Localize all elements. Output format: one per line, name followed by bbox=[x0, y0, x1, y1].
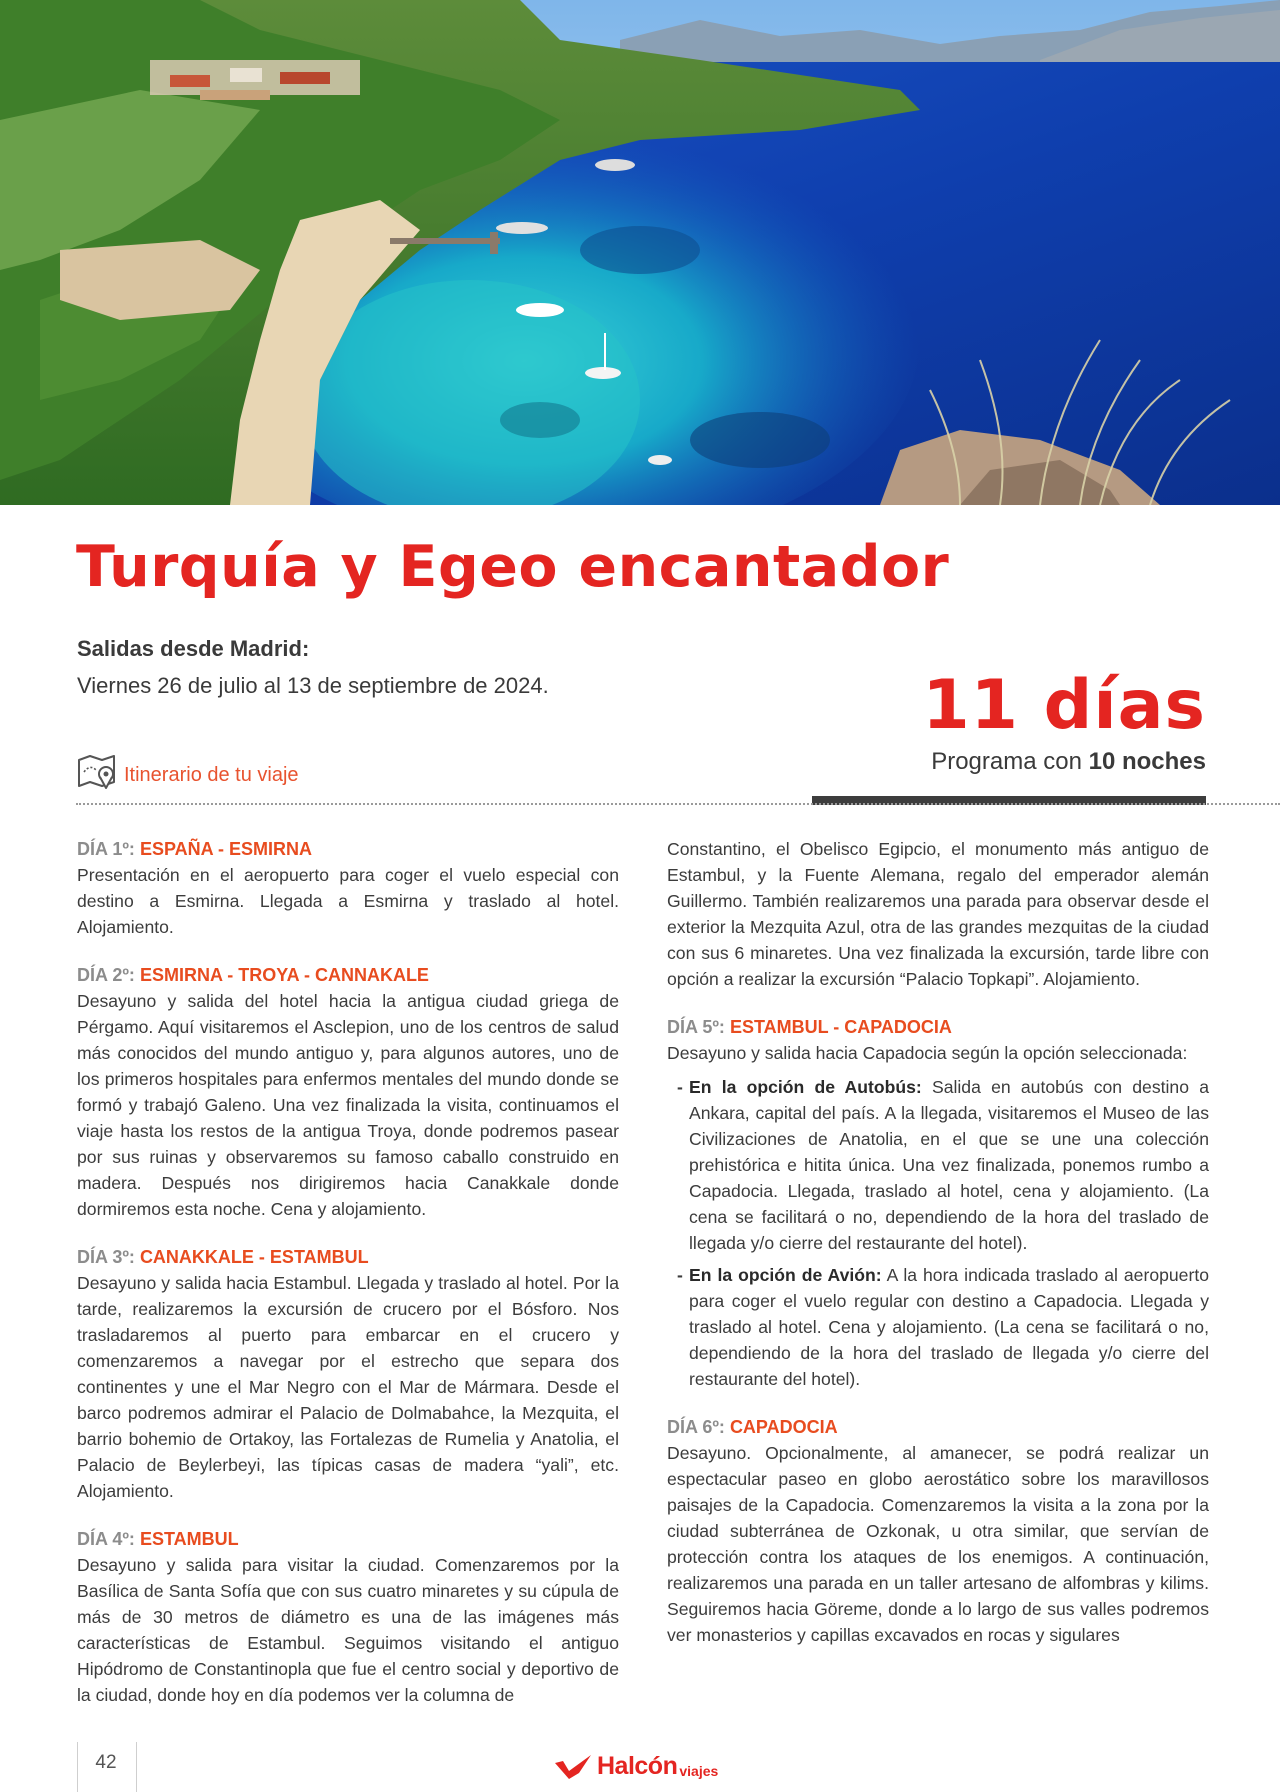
day-heading bbox=[77, 1526, 619, 1552]
day-places: ESPAÑA - ESMIRNA bbox=[139, 839, 312, 859]
day-description-continued: Constantino, el Obelisco Egipcio, el monumento más antiguo de Estambul, y la Fuente Alemana, regalo del emperador alemán Guillermo. También realizaremos una parada para observar desde el exterior la Mezquita Azul, otra de las grandes mezquitas de la ciudad con sus 6 minaretes. Una vez finalizada la excursión, tarde libre con opción a realizar la excursión “Palacio Topkapi”. Alojamiento. bbox=[667, 839, 1209, 989]
departure-label: Salidas desde Madrid: bbox=[77, 636, 310, 661]
coastal-landscape-illustration bbox=[0, 0, 1280, 505]
day-description: Desayuno. Opcionalmente, al amanecer, se podrá realizar un espectacular paseo en globo aerostático sobre los maravillosos paisajes de la Capadocia. Comenzaremos la visita a la zona por la ciudad subterránea de Ozkonak, u otra similar, que servían de protección contra los ataques de los enemigos. A continuación, realizaremos una parada en un taller artesano de alfombras y kilims. Seguiremos hacia Göreme, donde a lo largo de sus valles podremos ver monasterios y capillas excavados en rocas y sigulares bbox=[667, 1443, 1209, 1645]
day-description: Presentación en el aeropuerto para coger el vuelo especial con destino a Esmirna. Llegada a Esmirna y traslado al hotel. Alojamiento. bbox=[77, 865, 619, 937]
itinerary-heading bbox=[76, 750, 299, 792]
transport-options bbox=[667, 1074, 1209, 1392]
day-description: Desayuno y salida hacia Estambul. Llegada y traslado al hotel. Por la tarde, realizaremos la excursión de crucero por el Bósforo. Nos trasladaremos al puerto para embarcar en el crucero y comenzaremos a navegar por el estrecho que separa dos continentes y une el Mar Negro con el Mar de Mármara. Desde el barco podremos admirar el Palacio de Dolmabahce, la Mezquita, el barrio bohemio de Ortakoy, las Fortalezas de Rumelia y Anatolia, el Palacio de Beylerbeyi, las típicas casas de madera “yali”, etc. Alojamiento. bbox=[77, 1273, 619, 1501]
day-places: CANAKKALE - ESTAMBUL bbox=[139, 1247, 369, 1267]
day-places: ESTAMBUL bbox=[139, 1529, 239, 1549]
itinerary-label: Itinerario de tu viaje bbox=[124, 763, 299, 786]
hero-image bbox=[0, 0, 1280, 505]
program-prefix: Programa con bbox=[931, 748, 1082, 775]
day-block bbox=[667, 1014, 1209, 1392]
day-description: Desayuno y salida para visitar la ciudad. Comenzaremos por la Basílica de Santa Sofía que con sus cuatro minaretes y su cúpula de más de 30 metros de diámetro es una de las imágenes más características de Estambul. Seguimos visitando el antiguo Hipódromo de Constantinopla que fue el centro social y deportivo de la ciudad, donde hoy en día podemos ver la columna de bbox=[77, 1555, 619, 1705]
day-continuation-block bbox=[667, 836, 1209, 992]
itinerary-left-column bbox=[77, 836, 619, 1730]
day-heading bbox=[77, 836, 619, 862]
day-heading bbox=[77, 1244, 619, 1270]
day-heading bbox=[667, 1414, 1209, 1440]
day-number: DÍA 4º: bbox=[77, 1529, 135, 1549]
day-number: DÍA 1º: bbox=[77, 839, 135, 859]
brand-suffix: viajes bbox=[679, 1762, 719, 1779]
dotted-divider bbox=[76, 803, 1280, 805]
day-block bbox=[77, 1526, 619, 1708]
day-block bbox=[667, 1414, 1209, 1648]
halcon-logo-icon bbox=[553, 1753, 595, 1781]
day-number: DÍA 2º: bbox=[77, 965, 135, 985]
itinerary-right-column bbox=[667, 836, 1209, 1670]
day-description: Desayuno y salida hacia Capadocia según la opción seleccionada: bbox=[667, 1043, 1188, 1063]
day-heading bbox=[667, 1014, 1209, 1040]
day-places: ESTAMBUL - CAPADOCIA bbox=[729, 1017, 952, 1037]
day-heading bbox=[77, 962, 619, 988]
day-block bbox=[77, 962, 619, 1222]
day-places: ESMIRNA - TROYA - CANNAKALE bbox=[139, 965, 429, 985]
trip-duration: 11 días bbox=[922, 666, 1206, 745]
option-label: En la opción de Avión: bbox=[689, 1265, 882, 1285]
brand-name: Halcón bbox=[597, 1752, 678, 1780]
page-title: Turquía y Egeo encantador bbox=[76, 534, 950, 600]
day-block bbox=[77, 836, 619, 940]
map-pin-icon bbox=[76, 750, 118, 792]
departure-dates: Viernes 26 de julio al 13 de septiembre de 2024. bbox=[77, 673, 549, 698]
program-nights bbox=[931, 748, 1206, 776]
day-description: Desayuno y salida del hotel hacia la antigua ciudad griega de Pérgamo. Aquí visitaremos el Asclepion, uno de los centros de salud más conocidos del mundo antiguo y, para algunos autores, uno de los primeros hospitales para enfermos mentales del mundo donde se formó y trabajó Galeno. Una vez finalizada la visita, continuamos el viaje hasta los restos de la antigua Troya, donde podremos pasear por sus ruinas y observaremos su famoso caballo construido en madera. Después nos dirigiremos hacia Canakkale donde dormiremos esta noche. Cena y alojamiento. bbox=[77, 991, 619, 1219]
brand-logo bbox=[553, 1752, 718, 1781]
day-block bbox=[77, 1244, 619, 1504]
transport-option bbox=[667, 1262, 1209, 1392]
day-number: DÍA 5º: bbox=[667, 1017, 725, 1037]
day-number: DÍA 6º: bbox=[667, 1417, 725, 1437]
page-number: 42 bbox=[95, 1752, 117, 1773]
day-places: CAPADOCIA bbox=[729, 1417, 838, 1437]
option-text: Salida en autobús con destino a Ankara, capital del país. A la llegada, visitaremos el Museo de las Civilizaciones de Anatolia, en el que se une una colección prehistórica e hitita única. Una vez finalizada, ponemos rumbo a Capadocia. Llegada, traslado al hotel, cena y alojamiento. (La cena se facilitará o no, dependiendo de la hora del traslado de llegada y/o cierre del restaurante del hotel). bbox=[689, 1077, 1209, 1253]
option-label: En la opción de Autobús: bbox=[689, 1077, 922, 1097]
transport-option bbox=[667, 1074, 1209, 1256]
option-text: A la hora indicada traslado al aeropuerto para coger el vuelo regular con destino a Capadocia. Llegada y traslado al hotel. Cena y alojamiento. (La cena se facilitará o no, dependiendo de la hora del traslado de llegada y/o cierre del restaurante del hotel). bbox=[689, 1265, 1209, 1389]
day-number: DÍA 3º: bbox=[77, 1247, 135, 1267]
program-nights-count: 10 noches bbox=[1088, 748, 1206, 775]
